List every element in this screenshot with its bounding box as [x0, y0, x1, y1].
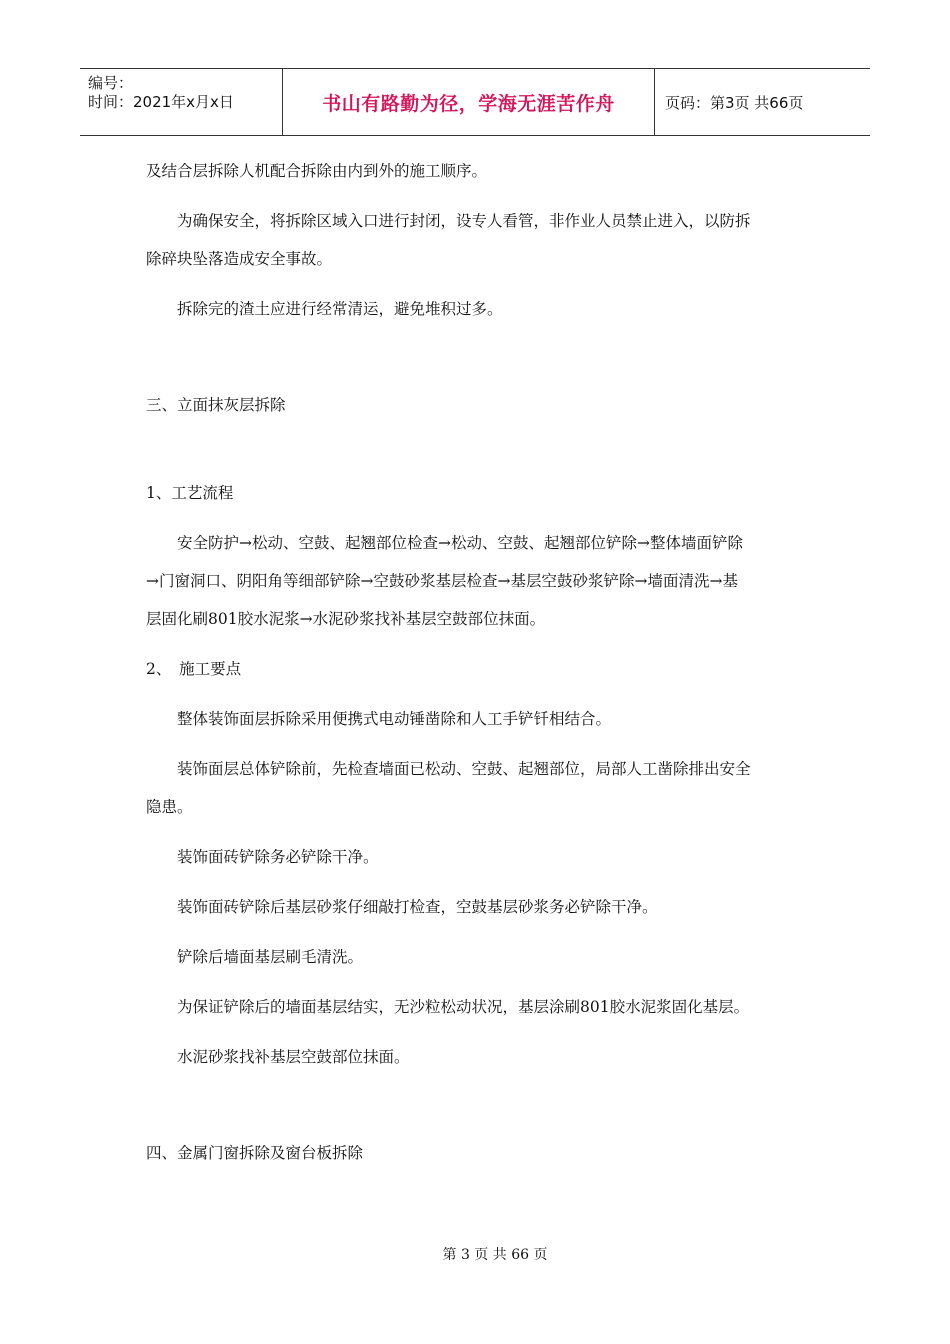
paragraph-2-line-2: 除碎块坠落造成安全事故。: [146, 250, 333, 268]
page-footer: 第 3 页 共 66 页: [442, 1247, 548, 1263]
point-7: 水泥砂浆找补基层空鼓部位抹面。: [177, 1048, 410, 1066]
header-time-label: 时间：2021年x月x日: [88, 93, 234, 111]
subsection-1-title: 1、工艺流程: [146, 484, 234, 502]
header-meta-cell: [80, 69, 283, 135]
section-3-title: 三、立面抹灰层拆除: [146, 396, 286, 414]
section-4-title: 四、金属门窗拆除及窗台板拆除: [146, 1144, 364, 1162]
paragraph-1: 及结合层拆除人机配合拆除由内到外的施工顺序。: [146, 162, 488, 180]
point-5: 铲除后墙面基层刷毛清洗。: [177, 948, 364, 966]
point-2-line-1: 装饰面层总体铲除前，先检查墙面已松动、空鼓、起翘部位，局部人工凿除排出安全: [177, 760, 751, 778]
point-3: 装饰面砖铲除务必铲除干净。: [177, 848, 379, 866]
subsection-2-title: 2、 施工要点: [146, 660, 242, 678]
point-6: 为保证铲除后的墙面基层结实，无沙粒松动状况，基层涂刷801胶水泥浆固化基层。: [177, 998, 750, 1016]
point-1: 整体装饰面层拆除采用便携式电动锤凿除和人工手铲钎相结合。: [177, 710, 612, 728]
page-header: [80, 68, 870, 136]
header-number-label: 编号：: [88, 74, 134, 92]
paragraph-3: 拆除完的渣土应进行经常清运，避免堆积过多。: [177, 300, 503, 318]
paragraph-2-line-1: 为确保安全，将拆除区域入口进行封闭，设专人看管，非作业人员禁止进入，以防拆: [177, 212, 751, 230]
header-page-code: 页码：第3页 共66页: [665, 93, 804, 112]
point-2-line-2: 隐患。: [146, 798, 193, 816]
flow-line-2: →门窗洞口、阴阳角等细部铲除→空鼓砂浆基层检查→基层空鼓砂浆铲除→墙面清洗→基: [146, 572, 738, 590]
point-4: 装饰面砖铲除后基层砂浆仔细敲打检查，空鼓基层砂浆务必铲除干净。: [177, 898, 658, 916]
flow-line-1: 安全防护→松动、空鼓、起翘部位检查→松动、空鼓、起翘部位铲除→整体墙面铲除: [177, 534, 743, 552]
header-motto: 书山有路勤为径，学海无涯苦作舟: [283, 69, 655, 135]
flow-line-3: 层固化刷801胶水泥浆→水泥砂浆找补基层空鼓部位抹面。: [146, 610, 546, 628]
